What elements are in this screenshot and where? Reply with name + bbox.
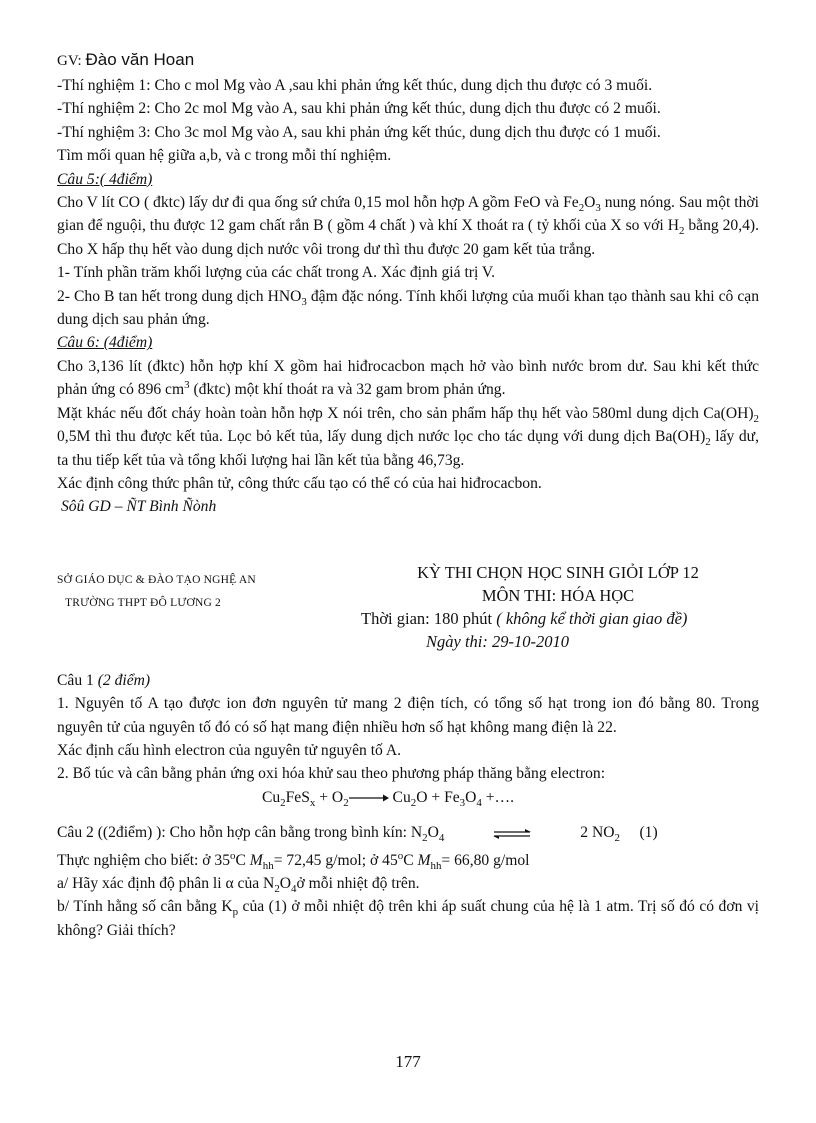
school-name: TRƯỜNG THPT ĐÔ LƯƠNG 2 [65, 596, 221, 609]
source-line: Sôû GD – ÑT Bình Ñònh [61, 498, 217, 516]
department-name: SỞ GIÁO DỤC & ĐÀO TẠO NGHỆ AN [57, 573, 256, 586]
header [57, 50, 759, 74]
exam-subject: MÔN THI: HÓA HỌC [481, 585, 635, 605]
cau1-paragraph-1: 1. Nguyên tố A tạo được ion đơn nguyên tử mang 2 điện tích, có tổng số hạt trong ion đó bằng 80. Trong nguyên tử của nguyên tố đó có số hạt mang điện nhiều hơn số hạt không mang điện là 22. [57, 695, 759, 736]
experiment-3: -Thí nghiệm 3: Cho 3c mol Mg vào A, sau khi phản ứng kết thúc, dung dịch thu được có 1 muối. [57, 123, 661, 141]
cau5-paragraph: Cho V lít CO ( đktc) lấy dư đi qua ống sứ chứa 0,15 mol hỗn hợp A gồm FeO và $Fe_2O_3$ nung nóng. Sau một thời gian để nguội, thu được 12 gam chất rắn B ( gồm 4 chất ) và khí X thoát ra ( tỷ khối của X so với $H_2$ bằng 20,4). Cho X hấp thụ hết vào dung dịch nước vôi trong dư thì thu được 20 gam kết tủa trắng. [57, 194, 760, 258]
exam-time: Thời gian: 180 phút ( không kể thời gian giao đề) [361, 608, 688, 628]
reaction-arrow-icon [349, 793, 389, 803]
school-info [57, 569, 307, 615]
redox-equation: $Cu_2FeS_x + O_2$ $Cu_2O + Fe_3O_4$ +…. [261, 788, 515, 809]
cau1-heading: Câu 1 (2 điểm) [57, 671, 151, 689]
cau5-question-1: 1- Tính phần trăm khối lượng của các chất trong A. Xác định giá trị V. [57, 264, 496, 282]
gv-label: GV: [57, 53, 82, 69]
cau1-paragraph-2: Xác định cấu hình electron của nguyên tử nguyên tố A. [57, 741, 402, 759]
cau6-paragraph-1: Cho 3,136 lít (đktc) hỗn hợp khí X gồm hai hiđrocacbon mạch hở vào bình nước brom dư. Sau khi kết thức phản ứng có 896 $cm^3$ (đktc) một khí thoát ra và 32 gam brom phản ứng. [57, 357, 759, 399]
cau1-paragraph-3: 2. Bổ túc và cân bằng phản ứng oxi hóa khử sau theo phương pháp thăng bằng electron: [57, 765, 606, 783]
exam-date: Ngày thi: 29-10-2010 [426, 631, 569, 651]
exam-header [57, 561, 759, 669]
teacher-name: Đào văn Hoan [85, 50, 195, 69]
cau6-heading: Câu 6: (4điểm) [57, 334, 153, 352]
cau5-question-2: 2- Cho B tan hết trong dung dịch $HNO_3$ đậm đặc nóng. Tính khối lượng của muối khan tạo thành sau khi cô cạn dung dịch sau phản ứng. [57, 287, 759, 329]
cau5-heading: Câu 5:( 4điểm) [57, 170, 153, 188]
cau2-heading: Câu 2 ((2điểm) ): Cho hỗn hợp cân bằng trong bình kín: $N_2O_4$ 2 $NO_2$ (1) [57, 824, 658, 845]
cau6-paragraph-2: Mặt khác nếu đốt cháy hoàn toàn hỗn hợp X nói trên, cho sản phẩm hấp thụ hết vào 580ml dung dịch $Ca(OH)_2$ 0,5M thì thu được kết tủa. Lọc bỏ kết tủa, lấy dung dịch nước lọc cho tác dụng với dung dịch $Ba(OH)_2$ lấy dư, ta thu tiếp kết tủa và tổng khối lượng hai lần kết tủa bằng 46,73g. [57, 404, 759, 469]
cau2-experiment: Thực nghiệm cho biết: ở 35$^o$C $M_{hh}= 72,45$ g/mol; ở 45$^o$C $M_{hh}= 66,80$ g/mol [57, 849, 530, 872]
page-number: 177 [395, 1052, 421, 1071]
equilibrium-arrow-icon [492, 829, 532, 839]
experiment-2: -Thí nghiệm 2: Cho 2c mol Mg vào A, sau khi phản ứng kết thúc, dung dịch thu được có 2 muối. [57, 100, 661, 118]
cau6-paragraph-3: Xác định công thức phân tử, công thức cấu tạo có thể có của hai hiđrocacbon. [57, 474, 542, 492]
experiment-1: -Thí nghiệm 1: Cho c mol Mg vào A ,sau khi phản ứng kết thúc, dung dịch thu được có 3 muối. [57, 77, 653, 94]
relation-question: Tìm mối quan hệ giữa a,b, và c trong mỗi thí nghiệm. [57, 147, 392, 165]
cau2-question-b: b/ Tính hằng số cân bằng $K_p$ của (1) ở mỗi nhiệt độ trên khi áp suất chung của hệ là 1 atm. Trị số đó có đơn vị không? Giải thích? [57, 898, 759, 939]
exam-title: KỲ THI CHỌN HỌC SINH GIỎI LỚP 12 [417, 562, 699, 582]
exam-info [357, 561, 759, 653]
document-page [57, 50, 759, 942]
cau2-question-a: a/ Hãy xác định độ phân li α của $N_2O_4ở$ mỗi nhiệt độ trên. [57, 874, 420, 896]
